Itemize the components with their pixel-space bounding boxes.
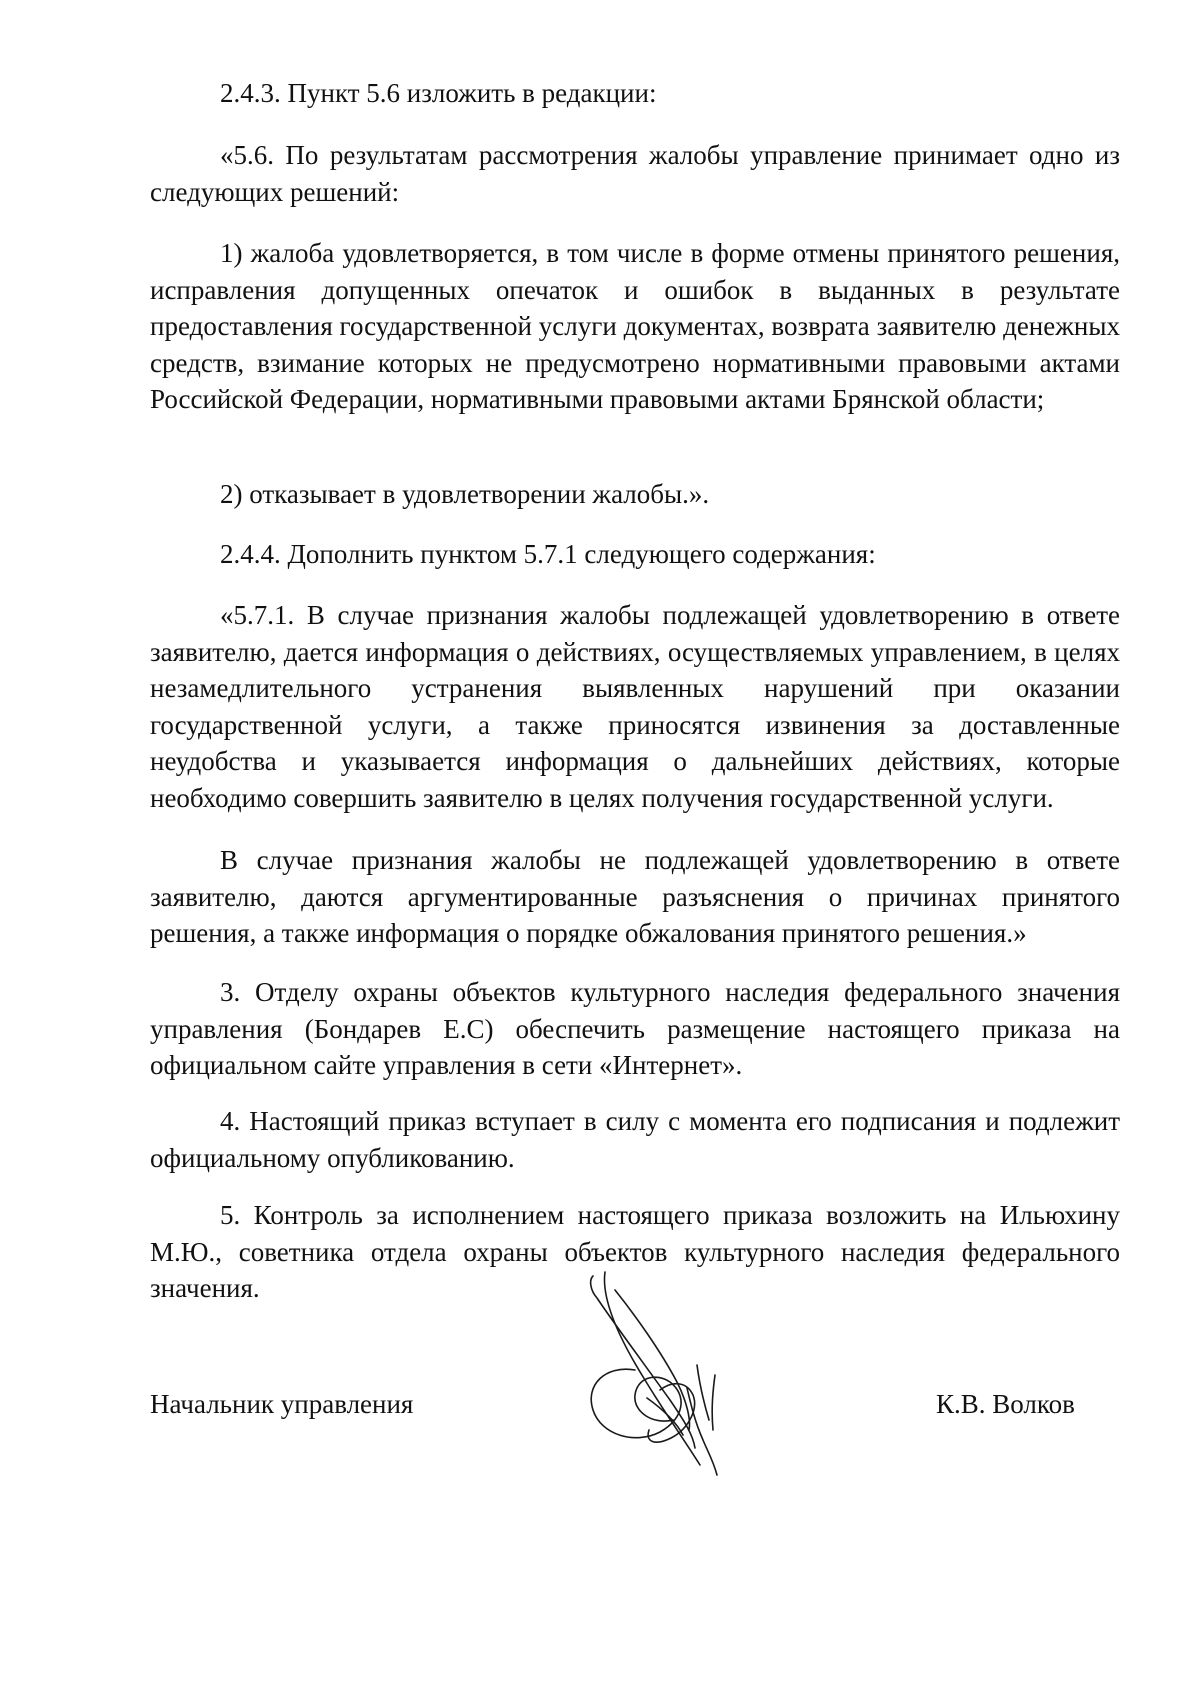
paragraph-2-4-4: 2.4.4. Дополнить пунктом 5.7.1 следующего содержания:: [220, 539, 876, 569]
paragraph-5-7-1-refusal: В случае признания жалобы не подлежащей удовлетворению в ответе заявителю, даются аргументированные разъяснения о причинах принятого решения, а также информация о порядке обжалования принятого решения.»: [150, 845, 1120, 948]
paragraph-4-effective: 4. Настоящий приказ вступает в силу с момента его подписания и подлежит официальному опубликованию.: [150, 1106, 1120, 1173]
paragraph-5-6: «5.6. По результатам рассмотрения жалобы управление принимает одно из следующих решений:: [150, 140, 1120, 207]
signatory-position: Начальник управления: [150, 1389, 414, 1419]
paragraph-5-control: 5. Контроль за исполнением настоящего приказа возложить на Ильюхину М.Ю., советника отдела охраны объектов культурного наследия федерального значения.: [150, 1200, 1120, 1303]
paragraph-3-publication: 3. Отделу охраны объектов культурного наследия федерального значения управления (Бондарев Е.С) обеспечить размещение настоящего приказа на официальном сайте управления в сети «Интернет».: [150, 977, 1120, 1080]
paragraph-5-6-item-1: 1) жалоба удовлетворяется, в том числе в форме отмены принятого решения, исправления допущенных опечаток и ошибок в выданных в результате предоставления государственной услуги документах, возврата заявителю денежных средств, взимание которых не предусмотрено нормативными правовыми актами Российской Федерации, нормативными правовыми актами Брянской области;: [150, 238, 1120, 414]
handwritten-signature: [575, 1270, 745, 1480]
paragraph-5-7-1: «5.7.1. В случае признания жалобы подлежащей удовлетворению в ответе заявителю, дается информация о действиях, осуществляемых управлением, в целях незамедлительного устранения выявленных нарушений при оказании государственной услуги, а также приносятся извинения за доставленные неудобства и указывается информация о дальнейших действиях, которые необходимо совершить заявителю в целях получения государственной услуги.: [150, 600, 1120, 813]
signatory-name: К.В. Волков: [936, 1389, 1075, 1419]
paragraph-5-6-item-2: 2) отказывает в удовлетворении жалобы.».: [220, 479, 710, 509]
paragraph-2-4-3: 2.4.3. Пункт 5.6 изложить в редакции:: [220, 78, 657, 108]
